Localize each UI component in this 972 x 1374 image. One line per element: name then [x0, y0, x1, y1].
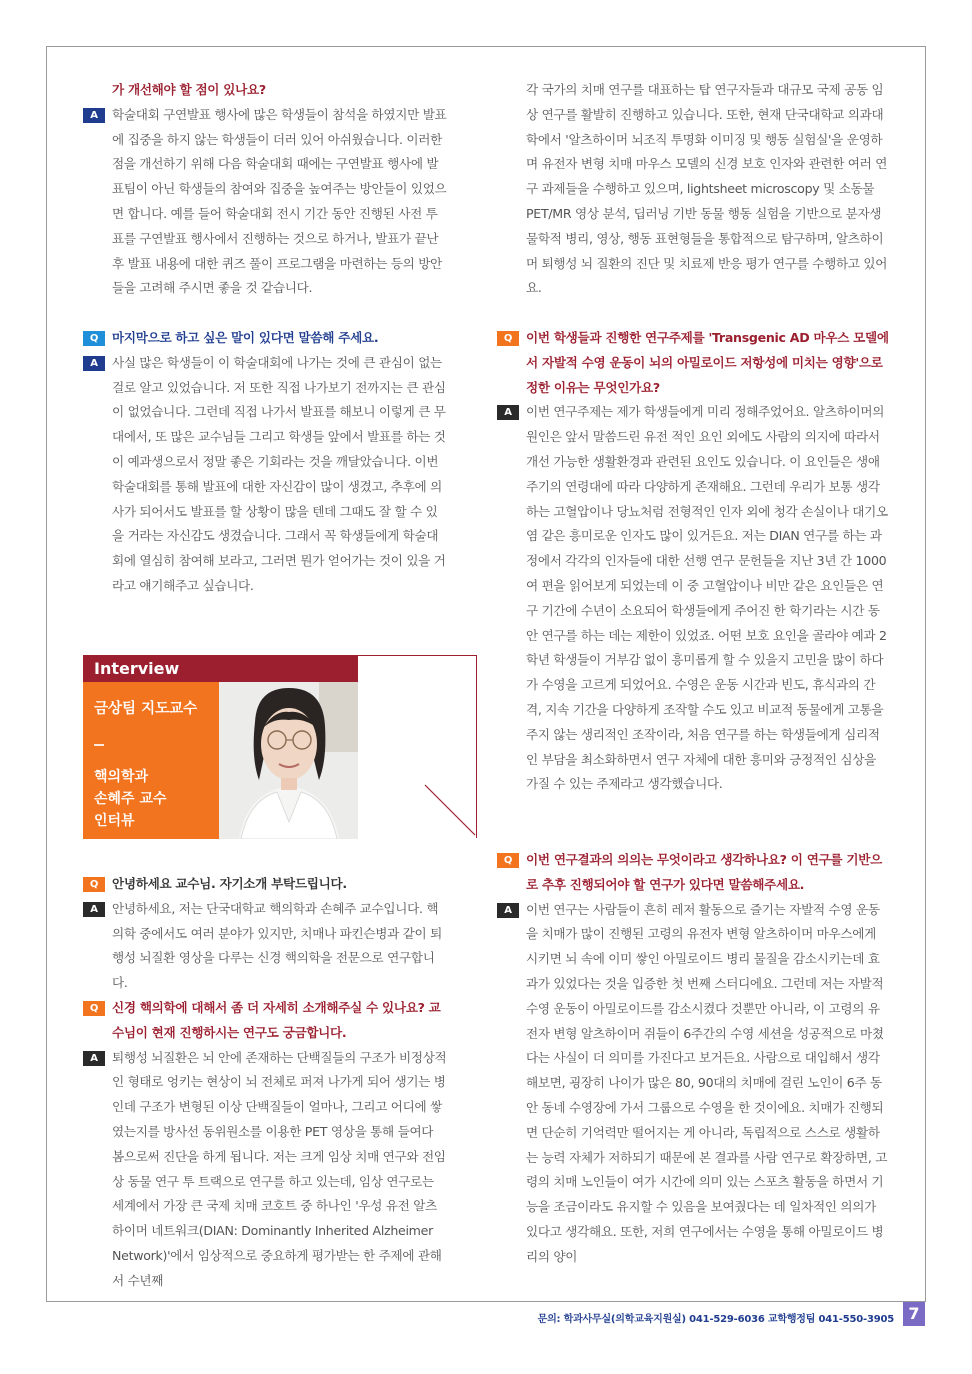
- answer-paragraph: [83, 103, 448, 301]
- answer-paragraph: [83, 351, 448, 599]
- q-badge: Q: [497, 331, 519, 346]
- answer-paragraph: [83, 897, 448, 996]
- last-word-qa: [83, 326, 448, 599]
- nuclear-medicine-qa: [83, 996, 448, 1294]
- interview-subtitle: [94, 766, 167, 832]
- question-paragraph: [497, 326, 889, 400]
- question-paragraph: [83, 996, 448, 1046]
- research-topic-qa: [497, 326, 889, 797]
- q-badge: Q: [83, 331, 105, 346]
- interview-panel: [83, 682, 358, 839]
- divider: [94, 744, 104, 746]
- a-badge: A: [83, 356, 105, 371]
- answer-paragraph: [83, 1046, 448, 1294]
- a-badge: A: [497, 903, 519, 918]
- research-significance-qa: [497, 848, 889, 1270]
- question-text: 안녕하세요 교수님. 자기소개 부탁드립니다.: [112, 876, 347, 891]
- answer-text: 안녕하세요, 저는 단국대학교 핵의학과 손혜주 교수입니다. 핵의학 중에서도 여러 분야가 있지만, 치매나 파킨슨병과 같이 퇴행성 뇌질환 영상을 다루는 신경 핵의학을 전문으로 연구합니다.: [112, 900, 442, 991]
- a-badge: A: [83, 108, 105, 123]
- department: 핵의학과: [94, 769, 149, 785]
- q-badge: Q: [497, 853, 519, 868]
- interview-box: [83, 655, 477, 840]
- a-badge: A: [83, 1051, 105, 1066]
- answer-text: 학술대회 구연발표 행사에 많은 학생들이 참석을 하였지만 발표에 집중을 하지 않는 학생들이 더러 있어 아쉬웠습니다. 이러한 점을 개선하기 위해 다음 학술대회 때에는 구연발표 행사에 발표팀이 아닌 학생들의 참여와 집중을 높여주는 방안들이 있었으면 합니다. 예를 들어 학술대회 전시 기간 동안 진행된 사전 투표를 구연발표 행사에서 진행하는 것으로 하거나, 발표가 끝난 후 발표 내용에 대한 퀴즈 풀이 프로그램을 마련하는 등의 방안들을 고려해 주시면 좋을 것 같습니다.: [112, 106, 447, 296]
- question-paragraph: [83, 872, 448, 897]
- interview-header: Interview: [83, 655, 358, 682]
- professor-photo: [219, 682, 358, 839]
- answer-text: 이번 연구주제는 제가 학생들에게 미리 정해주었어요. 알츠하이머의 원인은 앞서 말씀드린 유전 적인 요인 외에도 사람의 의지에 따라서 개선 가능한 생활환경과 관련된 요인도 있습니다. 이 요인들은 생애 주기의 연령대에 따라 다양하게 존재해요. 그런데 우리가 보통 생각하는 고혈압이나 당뇨처럼 전형적인 인자 외에 청각 손실이나 대기오염 같은 흥미로운 인자도 많이 있거든요. 저는 DIAN 연구를 하는 과정에서 각각의 인자들에 대한 선행 연구 문헌들을 지난 3년 간 1000여 편을 읽어보게 되었는데 이 중 고혈압이나 비만 같은 요인들은 연구 기간에 수년이 소요되어 학생들에게 주어진 한 학기라는 시간 동안 연구를 하는 데는 제한이 있었죠. 어떤 보호 요인을 골라야 예과 2학년 학생들이 거부감 없이 흥미롭게 할 수 있을지 고민을 많이 하다가 수영을 고르게 되었어요. 수영은 운동 시간과 빈도, 휴식과의 간격, 지속 기간을 다양하게 조작할 수도 있고 비교적 동물에게 고통을 주지 않는 생리적인 조작이라, 처음 연구를 하는 학생들에게 심리적인 부담을 최소화하면서 연구 자체에 대한 흥미와 긍정적인 심상을 가질 수 있는 주제라고 생각했습니다.: [526, 404, 888, 792]
- q-badge: Q: [83, 877, 105, 892]
- answer-text: 사실 많은 학생들이 이 학술대회에 나가는 것에 큰 관심이 없는 걸로 알고 있었습니다. 저 또한 직접 나가보기 전까지는 큰 관심이 없었습니다. 그런데 직접 나가서 발표를 해보니 이렇게 큰 무대에서, 또 많은 교수님들 그리고 학생들 앞에서 발표를 하는 것이 예과생으로서 정말 좋은 기회라는 것을 깨달았습니다. 이번 학술대회를 통해 발표에 대한 자신감이 많이 생겼고, 추후에 의사가 되어서도 발표를 할 상황이 많을 텐데 그때도 잘 할 수 있을 거라는 자신감도 생겼습니다. 그래서 꼭 학생들에게 학술대회에 열심히 참여해 보라고, 그러면 뭔가 얻어가는 것이 있을 거라고 얘기해주고 싶습니다.: [112, 354, 446, 593]
- divider: [358, 655, 476, 656]
- intro-self-qa: [83, 872, 448, 996]
- contact-footer: 문의: 학과사무실(의학교육지원실) 041-529-6036 교학행정팀 041-550-3905: [537, 1314, 894, 1325]
- professor-name: 손혜주 교수: [94, 791, 167, 807]
- question-text: 이번 학생들과 진행한 연구주제를 'Transgenic AD 마우스 모델에서 자발적 수영 운동이 뇌의 아밀로이드 저항성에 미치는 영향'으로 정한 이유는 무엇인가요?: [526, 330, 889, 395]
- answer-text: 각 국가의 치매 연구를 대표하는 탑 연구자들과 대규모 국제 공동 임상 연구를 활발히 진행하고 있습니다. 또한, 현재 단국대학교 의과대학에서 '알츠하이머 뇌조직 투명화 이미징 및 행동 실험실'을 운영하며 유전자 변형 치매 마우스 모델의 신경 보호 인자와 관련한 여러 연구 과제들을 수행하고 있으며, lightsheet microscopy 및 소동물 PET/MR 영상 분석, 딥러닝 기반 동물 행동 실험을 기반으로 분자생물학적 병리, 영상, 행동 표현형들을 통합적으로 탐구하며, 알츠하이머 퇴행성 뇌 질환의 진단 및 치료제 반응 평가 연구를 수행하고 있어요.: [526, 82, 888, 296]
- answer-paragraph: [497, 78, 889, 301]
- intro-qa: [83, 78, 448, 301]
- q-badge: Q: [83, 1001, 105, 1016]
- research-continuation: [497, 78, 889, 301]
- answer-text: 퇴행성 뇌질환은 뇌 안에 존재하는 단백질들의 구조가 비정상적인 형태로 엉키는 현상이 뇌 전체로 퍼져 나가게 되어 생기는 병인데 구조가 변형된 이상 단백질들이 얼마나, 그리고 어디에 쌓였는지를 방사선 동위원소를 이용한 PET 영상을 통해 들여다 봄으로써 진단을 하게 됩니다. 저는 크게 임상 치매 연구와 전임상 동물 연구 투 트랙으로 연구를 하고 있는데, 임상 연구로는 세계에서 가장 큰 국제 치매 코호트 중 하나인 '우성 유전 알츠하이머 네트워크(DIAN: Dominantly Inherited Alzheimer Network)'에서 임상적으로 중요하게 평가받는 한 주제에 관해서 수년째: [112, 1049, 447, 1288]
- decorative-arrow: [423, 783, 479, 839]
- answer-paragraph: [497, 400, 889, 797]
- interview-title: 금상팀 지도교수: [94, 701, 198, 717]
- question-paragraph: [497, 848, 889, 898]
- question-paragraph: [83, 326, 448, 351]
- interview-label: 인터뷰: [94, 813, 135, 829]
- a-badge: A: [83, 902, 105, 917]
- page-number: 7: [903, 1302, 925, 1326]
- a-badge: A: [497, 405, 519, 420]
- answer-paragraph: [497, 898, 889, 1270]
- question-text: 가 개선해야 할 점이 있나요?: [112, 82, 266, 97]
- answer-text: 이번 연구는 사람들이 흔히 레저 활동으로 즐기는 자발적 수영 운동을 치매가 많이 진행된 고령의 유전자 변형 알츠하이머 마우스에게 시키면 뇌 속에 이미 쌓인 아밀로이드 병리 물질을 감소시키는데 효과가 있었다는 것을 입증한 첫 번째 스터디에요. 그런데 저는 자발적 수영 운동이 아밀로이드를 감소시켰다 것뿐만 아니라, 이 고령의 유전자 변형 알츠하이머 쥐들이 6주간의 수영 세션을 성공적으로 마쳤다는 사실이 더 의미를 가진다고 보거든요. 사람으로 대입해서 생각해보면, 굉장히 나이가 많은 80, 90대의 치매에 걸린 노인이 6주 동안 동네 수영장에 가서 그룹으로 수영을 한 것이에요. 치매가 진행되면 단순히 기억력만 떨어지는 게 아니라, 독립적으로 스스로 생활하는 능력 자체가 저하되기 때문에 본 결과를 사람 연구로 확장하면, 고령의 치매 노인들이 여가 시간에 의미 있는 스포츠 활동을 하면서 기능을 조금이라도 유지할 수 있음을 보여줬다는 데 일차적인 의의가 있다고 생각해요. 또한, 저희 연구에서는 수영을 통해 아밀로이드 병리의 양이: [526, 901, 888, 1264]
- question-text: 이번 연구결과의 의의는 무엇이라고 생각하나요? 이 연구를 기반으로 추후 진행되어야 할 연구가 있다면 말씀해주세요.: [526, 852, 882, 892]
- question-text: 신경 핵의학에 대해서 좀 더 자세히 소개해주실 수 있나요? 교수님이 현재 진행하시는 연구도 궁금합니다.: [112, 1000, 441, 1040]
- question-text: 마지막으로 하고 싶은 말이 있다면 말씀해 주세요.: [112, 330, 379, 345]
